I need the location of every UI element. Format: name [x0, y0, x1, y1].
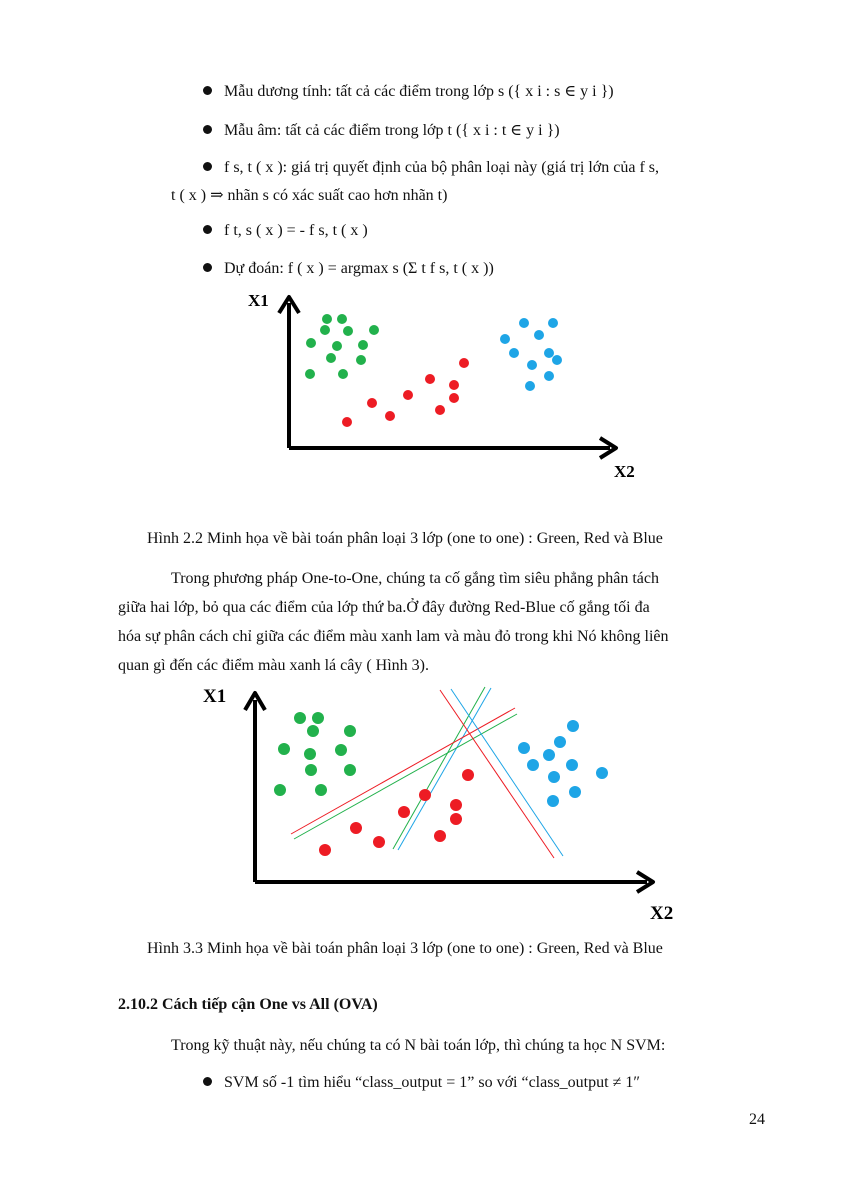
green-points [274, 712, 356, 796]
separating-lines [291, 687, 563, 858]
page-number: 24 [749, 1111, 765, 1128]
paragraph-line: giữa hai lớp, bỏ qua các điểm của lớp thứ ba.Ở đây đường Red-Blue cố gắng tối đa [118, 599, 650, 616]
paragraph-line: Trong phương pháp One-to-One, chúng ta cố gắng tìm siêu phẳng phân tách [171, 570, 659, 587]
figure-one-to-one-scatter [230, 285, 650, 490]
green-blue-hyperplane [393, 687, 485, 849]
bullet-positive-samples: Mẫu dương tính: tất cả các điểm trong lớp s ({ x i : s ∈ y i }) [203, 81, 614, 103]
section-intro: Trong kỹ thuật này, nếu chúng ta có N bài toán lớp, thì chúng ta học N SVM: [171, 1037, 666, 1054]
green-blue-hyperplane-margin [398, 688, 491, 850]
green-red-hyperplane-margin [294, 714, 517, 839]
figure-1-caption: Hình 2.2 Minh họa về bài toán phân loại 3 lớp (one to one) : Green, Red và Blue [147, 530, 663, 547]
blue-points [500, 318, 562, 391]
axis-label-x1: X1 [203, 686, 227, 707]
paragraph-line: quan gì đến các điểm màu xanh lá cây ( Hình 3). [118, 657, 429, 674]
figure-2-caption: Hình 3.3 Minh họa về bài toán phân loại 3 lớp (one to one) : Green, Red và Blue [147, 940, 663, 957]
blue-points [518, 720, 608, 807]
bullet-dot [203, 125, 212, 134]
bullet-decision-value: f s, t ( x ): giá trị quyết định của bộ phân loại này (giá trị lớn của f s, [203, 157, 659, 179]
bullet-negative-samples: Mẫu âm: tất cả các điểm trong lớp t ({ x i : t ∈ y i }) [203, 120, 560, 142]
bullet-dot [203, 1077, 212, 1086]
bullet-dot [203, 162, 212, 171]
axis-label-x1: X1 [248, 291, 269, 310]
paragraph-line: hóa sự phân cách chỉ giữa các điểm màu xanh lam và màu đỏ trong khi Nó không liên [118, 628, 669, 645]
axes [245, 693, 653, 892]
bullet-dot [203, 86, 212, 95]
red-points [342, 358, 469, 427]
figure-one-to-one-hyperplanes [195, 678, 695, 928]
section-heading: 2.10.2 Cách tiếp cận One vs All (OVA) [118, 996, 378, 1013]
bullet-dot [203, 225, 212, 234]
body-paragraph [118, 564, 669, 680]
axis-label-x2: X2 [650, 903, 674, 924]
bullet-dot [203, 263, 212, 272]
bullet-decision-value-continuation: t ( x ) ⇒ nhãn s có xác suất cao hơn nhãn t) [171, 187, 448, 204]
green-points [305, 314, 379, 379]
bullet-prediction: Dự đoán: f ( x ) = argmax s (Σ t f s, t ( x )) [203, 258, 494, 280]
bullet-antisymmetry: f t, s ( x ) = - f s, t ( x ) [203, 220, 368, 242]
axis-label-x2: X2 [614, 462, 635, 481]
red-blue-hyperplane [440, 690, 554, 858]
bullet-svm-1: SVM số -1 tìm hiểu “class_output = 1” so với “class_output ≠ 1″ [203, 1072, 640, 1094]
